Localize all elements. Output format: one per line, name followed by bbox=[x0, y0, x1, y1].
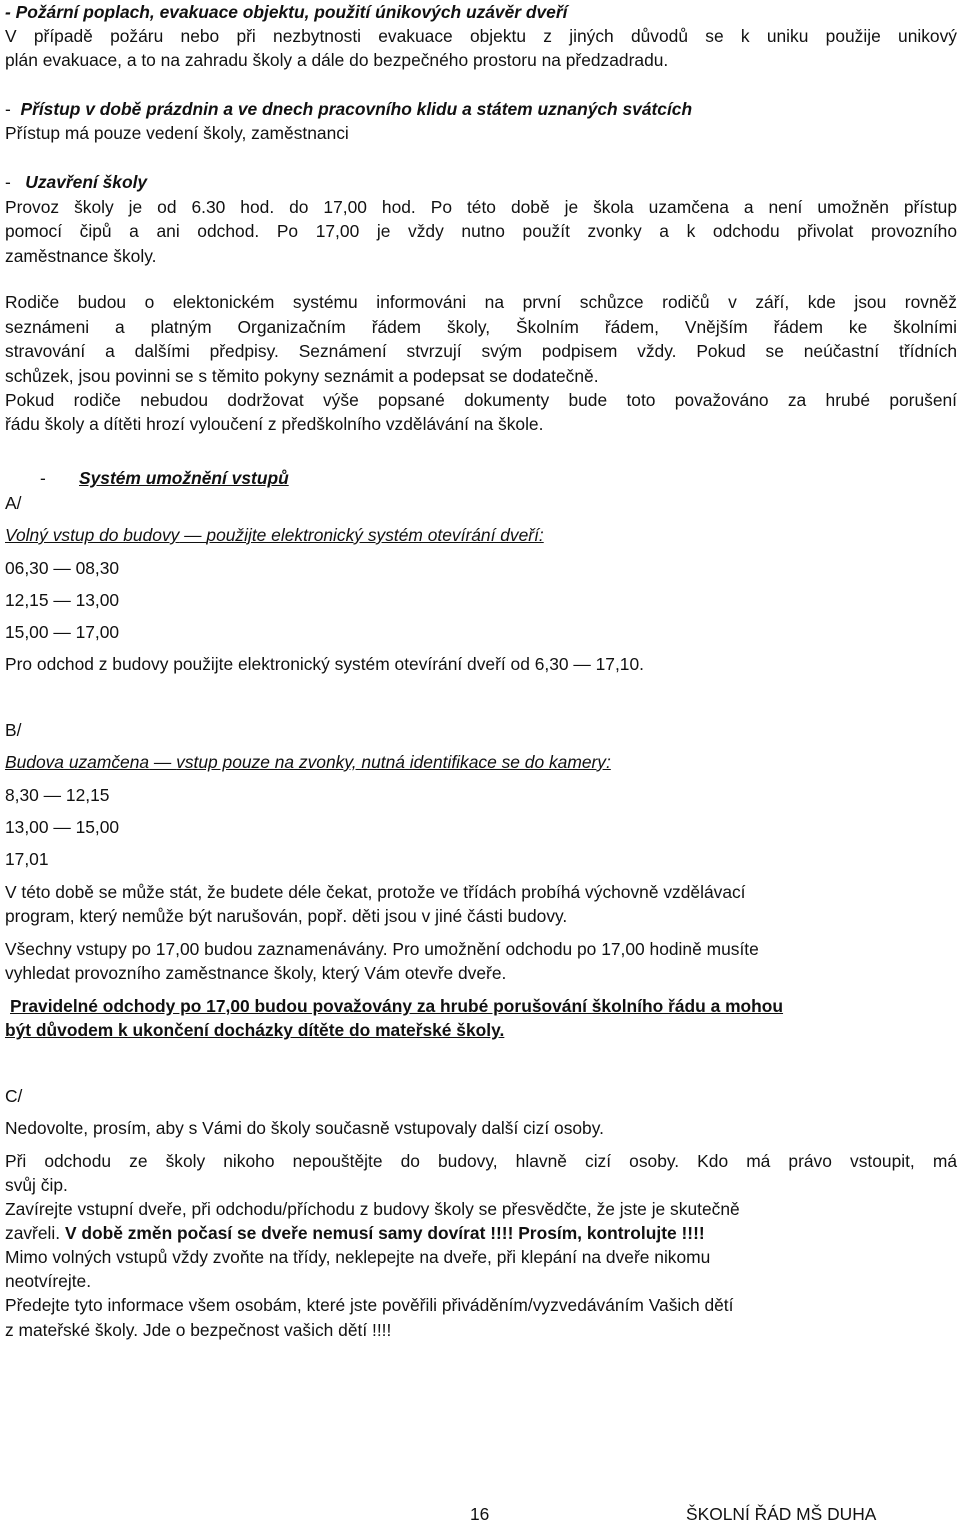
section-b-intro-part-1: Budova uzamčena bbox=[5, 752, 150, 772]
system-heading: Systém umožnění vstupů bbox=[79, 468, 289, 488]
closing-heading: - Uzavření školy bbox=[5, 172, 148, 192]
closing-text-line-1: Provoz školy je od 6.30 hod. do 17,00 hod. Po této době je škola uzamčena a není umožněn přístup bbox=[5, 197, 957, 217]
section-b-warning-line-2: být důvodem k ukončení docházky dítěte do mateřské školy. bbox=[5, 1020, 505, 1040]
section-c-p4-line-2: neotvírejte. bbox=[5, 1271, 92, 1291]
fire-heading: - Požární poplach, evakuace objektu, použití únikových uzávěr dveří bbox=[5, 2, 568, 22]
section-b-time-1: 8,30 — 12,15 bbox=[5, 785, 110, 805]
section-a-label: A/ bbox=[5, 493, 22, 513]
section-b-label: B/ bbox=[5, 720, 22, 740]
section-c-p5-line-1: Předejte tyto informace všem osobám, které jste pověřili přiváděním/vyzvedáváním Vašich dětí bbox=[5, 1295, 734, 1315]
section-a-time-1: 06,30 — 08,30 bbox=[5, 558, 120, 578]
section-a-time-3: 15,00 — 17,00 bbox=[5, 622, 120, 642]
closing-heading-text: Uzavření školy bbox=[25, 172, 148, 192]
section-b-record-line-1: Všechny vstupy po 17,00 budou zaznamenávány. Pro umožnění odchodu po 17,00 hodině musíte bbox=[5, 939, 759, 959]
parents-line-1: Rodiče budou o elektonickém systému informováni na první schůzce rodičů v září, kde jsou rovněž bbox=[5, 292, 957, 312]
section-c-p4-line-1: Mimo volných vstupů vždy zvoňte na třídy, neklepejte na dveře, při klepání na dveře nikomu bbox=[5, 1247, 711, 1267]
section-b-warning-line-1: Pravidelné odchody po 17,00 budou považovány za hrubé porušování školního řádu a mohou bbox=[10, 996, 784, 1016]
system-heading-dash: - bbox=[40, 468, 46, 488]
holiday-text: Přístup má pouze vedení školy, zaměstnanci bbox=[5, 123, 349, 143]
section-c-p3-bold: V době změn počasí se dveře nemusí samy dovírat !!!! Prosím, kontrolujte !!!! bbox=[64, 1223, 705, 1243]
section-a-intro-part-1: Volný vstup do budovy bbox=[5, 525, 180, 545]
parents-line-4: schůzek, jsou povinni se s těmito pokyny seznámit a podepsat se dodatečně. bbox=[5, 366, 599, 386]
section-b-wait-line-1: V této době se může stát, že budete déle čekat, protože ve třídách probíhá výchovně vzdělávací bbox=[5, 882, 746, 902]
section-a-exit-note: Pro odchod z budovy použijte elektronický systém otevírání dveří od 6,30 — 17,10. bbox=[5, 654, 644, 674]
closing-text-line-3: zaměstnance školy. bbox=[5, 246, 157, 266]
section-b-time-3: 17,01 bbox=[5, 849, 49, 869]
section-b-wait-line-2: program, který nemůže být narušován, popř. děti jsou v jiné části budovy. bbox=[5, 906, 568, 926]
section-a-time-2: 12,15 — 13,00 bbox=[5, 590, 120, 610]
section-c-p3-line-1: Zavírejte vstupní dveře, při odchodu/příchodu z budovy školy se přesvědčte, že jste je skutečně bbox=[5, 1199, 740, 1219]
section-c-p2-line-2: svůj čip. bbox=[5, 1175, 68, 1195]
section-c-p1: Nedovolte, prosím, aby s Vámi do školy současně vstupovaly další cizí osoby. bbox=[5, 1118, 604, 1138]
section-c-label: C/ bbox=[5, 1086, 23, 1106]
parents-line-6: řádu školy a dítěti hrozí vyloučení z předškolního vzdělávání na škole. bbox=[5, 414, 544, 434]
section-b-record-line-2: vyhledat provozního zaměstnance školy, který Vám otevře dveře. bbox=[5, 963, 507, 983]
closing-text-line-2: pomocí čipů a ani odchod. Po 17,00 je vždy nutno použít zvonky a k odchodu přivolat provozního bbox=[5, 221, 957, 241]
fire-text-line-2: plán evakuace, a to na zahradu školy a dále do bezpečného prostoru na předzadradu. bbox=[5, 50, 669, 70]
parents-line-3: stravování a dalšími předpisy. Seznámení stvrzují svým podpisem vždy. Pokud se neúčastní třídních bbox=[5, 341, 957, 361]
fire-text-line-1: V případě požáru nebo při nezbytnosti evakuace objektu z jiných důvodů se k uniku použije unikový bbox=[5, 26, 957, 46]
section-b-time-2: 13,00 — 15,00 bbox=[5, 817, 120, 837]
footer-title: ŠKOLNÍ ŘÁD MŠ DUHA bbox=[686, 1504, 877, 1524]
holiday-heading-text: Přístup v době prázdnin a ve dnech pracovního klidu a státem uznaných svátcích bbox=[20, 99, 693, 119]
section-a-intro: Volný vstup do budovy — použijte elektronický systém otevírání dveří: bbox=[5, 525, 544, 545]
holiday-heading: - Přístup v době prázdnin a ve dnech pracovního klidu a státem uznaných svátcích bbox=[5, 99, 693, 119]
section-b-intro-part-2: vstup pouze na zvonky, nutná identifikace se do kamery: bbox=[176, 752, 611, 772]
section-c-p5-line-2: z mateřské školy. Jde o bezpečnost vašich dětí !!!! bbox=[5, 1320, 392, 1340]
section-c-p3-normal: zavřeli. bbox=[5, 1223, 61, 1243]
section-a-intro-part-2: použijte elektronický systém otevírání dveří: bbox=[206, 525, 544, 545]
parents-line-2: seznámeni a platným Organizačním řádem školy, Školním řádem, Vnějším řádem ke školními bbox=[5, 317, 957, 337]
footer-page-number: 16 bbox=[470, 1504, 490, 1524]
parents-line-5: Pokud rodiče nebudou dodržovat výše popsané dokumenty bude toto považováno za hrubé porušení bbox=[5, 390, 957, 410]
section-c-p3-line-2 bbox=[5, 1222, 705, 1244]
section-c-p2-line-1: Při odchodu ze školy nikoho nepouštějte do budovy, hlavně cizí osoby. Kdo má právo vstoupit, má bbox=[5, 1151, 957, 1171]
section-b-intro: Budova uzamčena — vstup pouze na zvonky, nutná identifikace se do kamery: bbox=[5, 752, 611, 772]
